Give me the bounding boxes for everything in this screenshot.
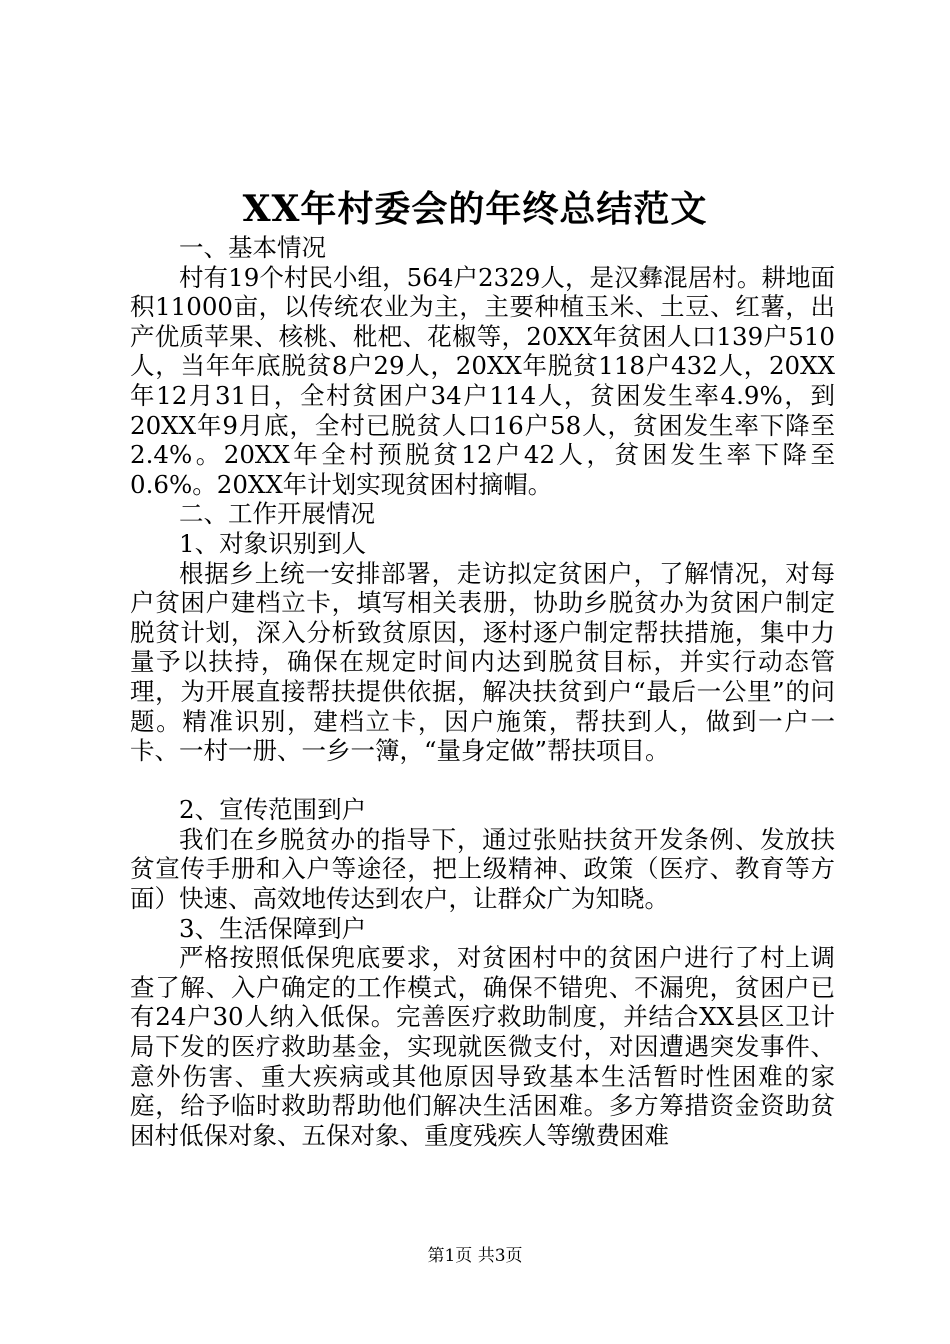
- section-heading-work: 二、工作开展情况: [179, 499, 375, 529]
- subheading-publicity: 2、宣传范围到户: [179, 795, 367, 825]
- document-title: XX年村委会的年终总结范文: [242, 188, 708, 230]
- document-body: [130, 233, 835, 1150]
- paragraph-living-security: 严格按照低保兜底要求，对贫困村中的贫困户进行了村上调查了解、入户确定的工作模式，确保不错兜、不漏兜，贫困户已有24户30人纳入低保。完善医疗救助制度，并结合XX县区卫计局下发的医疗救助基金，实现就医微支付，对因遭遇突发事件、意外伤害、重大疾病或其他原因导致基本生活暂时性困难的家庭，给予临时救助帮助他们解决生活困难。多方筹措资金资助贫困村低保对象、五保对象、重度残疾人等缴费困难: [130, 943, 835, 1150]
- paragraph-basic-info: 村有19个村民小组，564户2329人，是汉彝混居村。耕地面积11000亩，以传统农业为主，主要种植玉米、土豆、红薯，出产优质苹果、核桃、枇杷、花椒等，20XX年贫困人口139户510人，当年年底脱贫8户29人，20XX年脱贫118户432人，20XX年12月31日，全村贫困户34户114人，贫困发生率4.9%，到20XX年9月底，全村已脱贫人口16户58人，贫困发生率下降至2.4%。20XX年全村预脱贫12户42人，贫困发生率下降至0.6%。20XX年计划实现贫困村摘帽。: [130, 262, 835, 499]
- subheading-living-security: 3、生活保障到户: [179, 913, 367, 943]
- subheading-identification: 1、对象识别到人: [179, 528, 367, 558]
- paragraph-publicity: 我们在乡脱贫办的指导下，通过张贴扶贫开发条例、发放扶贫宣传手册和入户等途径，把上级精神、政策（医疗、教育等方面）快速、高效地传达到农户，让群众广为知晓。: [130, 824, 835, 914]
- section-heading-basic: 一、基本情况: [179, 233, 326, 262]
- paragraph-identification: 根据乡上统一安排部署，走访拟定贫困户，了解情况，对每户贫困户建档立卡，填写相关表册，协助乡脱贫办为贫困户制定脱贫计划，深入分析致贫原因，逐村逐户制定帮扶措施，集中力量予以扶持，确保在规定时间内达到脱贫目标，并实行动态管理，为开展直接帮扶提供依据，解决扶贫到户“最后一公里”的问题。精准识别，建档立卡，因户施策，帮扶到人，做到一户一卡、一村一册、一乡一簿，“量身定做”帮扶项目。: [130, 558, 835, 766]
- page-footer: 第1页 共3页: [427, 1246, 523, 1266]
